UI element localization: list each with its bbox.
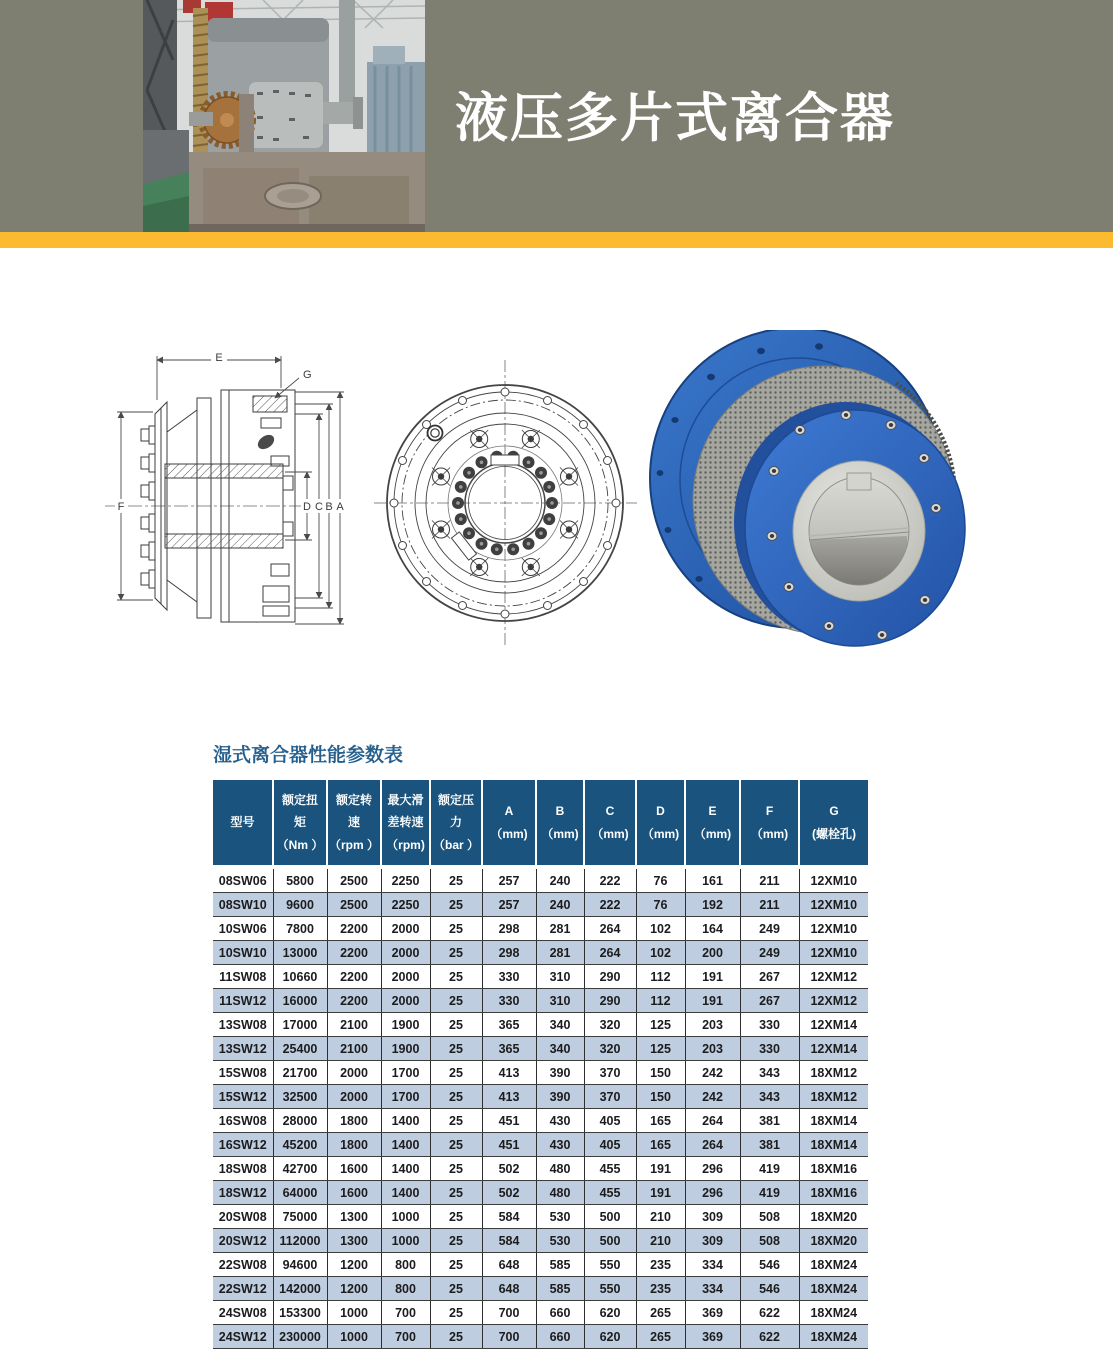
table-cell: 25 bbox=[430, 1013, 482, 1037]
table-row bbox=[213, 893, 868, 917]
table-cell: 191 bbox=[636, 1157, 685, 1181]
table-cell: 25 bbox=[430, 1301, 482, 1325]
table-cell: 309 bbox=[685, 1229, 740, 1253]
svg-text:C: C bbox=[315, 501, 323, 513]
table-cell: 330 bbox=[482, 965, 536, 989]
table-cell: 125 bbox=[636, 1037, 685, 1061]
table-cell: 165 bbox=[636, 1133, 685, 1157]
table-cell: 1300 bbox=[327, 1205, 381, 1229]
table-cell: 648 bbox=[482, 1277, 536, 1301]
table-cell: 1000 bbox=[327, 1301, 381, 1325]
table-cell: 25 bbox=[430, 1229, 482, 1253]
table-cell: 1700 bbox=[381, 1061, 430, 1085]
table-cell: 17000 bbox=[273, 1013, 327, 1037]
table-cell: 242 bbox=[685, 1085, 740, 1109]
table-cell: 191 bbox=[685, 989, 740, 1013]
table-cell: 502 bbox=[482, 1181, 536, 1205]
table-cell: 13SW08 bbox=[213, 1013, 273, 1037]
table-cell: 451 bbox=[482, 1109, 536, 1133]
table-cell: 7800 bbox=[273, 917, 327, 941]
table-cell: 2000 bbox=[327, 1061, 381, 1085]
table-cell: 24SW08 bbox=[213, 1301, 273, 1325]
table-cell: 25 bbox=[430, 1181, 482, 1205]
table-cell: 1800 bbox=[327, 1109, 381, 1133]
svg-text:G: G bbox=[303, 369, 312, 381]
column-header: 最大滑 差转速 （rpm) bbox=[381, 780, 430, 867]
table-cell: 2100 bbox=[327, 1037, 381, 1061]
table-cell: 455 bbox=[584, 1181, 636, 1205]
table-cell: 25 bbox=[430, 1157, 482, 1181]
table-cell: 18XM16 bbox=[799, 1181, 868, 1205]
table-cell: 451 bbox=[482, 1133, 536, 1157]
table-cell: 102 bbox=[636, 917, 685, 941]
table-cell: 164 bbox=[685, 917, 740, 941]
table-cell: 22SW08 bbox=[213, 1253, 273, 1277]
table-cell: 18XM12 bbox=[799, 1085, 868, 1109]
table-cell: 230000 bbox=[273, 1325, 327, 1349]
table-cell: 12XM10 bbox=[799, 893, 868, 917]
table-cell: 25 bbox=[430, 941, 482, 965]
table-cell: 150 bbox=[636, 1085, 685, 1109]
table-cell: 200 bbox=[685, 941, 740, 965]
table-row bbox=[213, 1133, 868, 1157]
table-cell: 240 bbox=[536, 867, 584, 893]
table-cell: 390 bbox=[536, 1061, 584, 1085]
table-cell: 15SW12 bbox=[213, 1085, 273, 1109]
accent-bar bbox=[0, 232, 1113, 248]
table-cell: 500 bbox=[584, 1205, 636, 1229]
table-cell: 622 bbox=[740, 1325, 799, 1349]
table-cell: 2000 bbox=[381, 989, 430, 1013]
table-cell: 15SW08 bbox=[213, 1061, 273, 1085]
side-view-drawing bbox=[103, 336, 348, 646]
table-row bbox=[213, 1109, 868, 1133]
table-cell: 192 bbox=[685, 893, 740, 917]
column-header: A （mm) bbox=[482, 780, 536, 867]
table-cell: 153300 bbox=[273, 1301, 327, 1325]
table-cell: 18XM24 bbox=[799, 1301, 868, 1325]
table-cell: 405 bbox=[584, 1109, 636, 1133]
factory-photo bbox=[143, 0, 425, 232]
table-cell: 330 bbox=[740, 1037, 799, 1061]
table-cell: 20SW08 bbox=[213, 1205, 273, 1229]
table-cell: 16000 bbox=[273, 989, 327, 1013]
table-cell: 620 bbox=[584, 1325, 636, 1349]
table-cell: 2000 bbox=[381, 941, 430, 965]
table-cell: 2500 bbox=[327, 867, 381, 893]
table-cell: 18XM16 bbox=[799, 1157, 868, 1181]
table-cell: 28000 bbox=[273, 1109, 327, 1133]
table-cell: 413 bbox=[482, 1085, 536, 1109]
table-cell: 1900 bbox=[381, 1013, 430, 1037]
table-row bbox=[213, 1181, 868, 1205]
table-cell: 112 bbox=[636, 989, 685, 1013]
table-cell: 622 bbox=[740, 1301, 799, 1325]
table-cell: 369 bbox=[685, 1325, 740, 1349]
table-cell: 12XM14 bbox=[799, 1013, 868, 1037]
table-cell: 222 bbox=[584, 867, 636, 893]
table-cell: 211 bbox=[740, 893, 799, 917]
table-cell: 2000 bbox=[327, 1085, 381, 1109]
table-cell: 334 bbox=[685, 1253, 740, 1277]
table-cell: 12XM12 bbox=[799, 989, 868, 1013]
table-cell: 264 bbox=[584, 941, 636, 965]
table-cell: 1700 bbox=[381, 1085, 430, 1109]
table-cell: 25 bbox=[430, 1037, 482, 1061]
table-cell: 660 bbox=[536, 1301, 584, 1325]
table-cell: 2000 bbox=[381, 917, 430, 941]
table-cell: 18XM14 bbox=[799, 1109, 868, 1133]
table-cell: 112000 bbox=[273, 1229, 327, 1253]
table-cell: 203 bbox=[685, 1037, 740, 1061]
table-cell: 76 bbox=[636, 893, 685, 917]
table-cell: 309 bbox=[685, 1205, 740, 1229]
table-cell: 419 bbox=[740, 1181, 799, 1205]
table-cell: 76 bbox=[636, 867, 685, 893]
table-cell: 365 bbox=[482, 1037, 536, 1061]
table-cell: 11SW12 bbox=[213, 989, 273, 1013]
table-cell: 2200 bbox=[327, 941, 381, 965]
table-cell: 32500 bbox=[273, 1085, 327, 1109]
parameters-table bbox=[213, 780, 868, 1349]
column-header: 额定压 力 （bar ） bbox=[430, 780, 482, 867]
table-cell: 25 bbox=[430, 1109, 482, 1133]
table-cell: 365 bbox=[482, 1013, 536, 1037]
clutch-3d-render bbox=[648, 330, 983, 675]
table-cell: 430 bbox=[536, 1133, 584, 1157]
table-cell: 25 bbox=[430, 1253, 482, 1277]
table-row bbox=[213, 1085, 868, 1109]
table-cell: 2200 bbox=[327, 989, 381, 1013]
table-cell: 419 bbox=[740, 1157, 799, 1181]
table-cell: 330 bbox=[482, 989, 536, 1013]
table-cell: 455 bbox=[584, 1157, 636, 1181]
table-row bbox=[213, 1229, 868, 1253]
table-cell: 2200 bbox=[327, 917, 381, 941]
table-cell: 235 bbox=[636, 1277, 685, 1301]
table-cell: 264 bbox=[685, 1109, 740, 1133]
table-cell: 508 bbox=[740, 1205, 799, 1229]
table-cell: 370 bbox=[584, 1061, 636, 1085]
table-title: 湿式离合器性能参数表 bbox=[213, 745, 404, 766]
table-cell: 584 bbox=[482, 1205, 536, 1229]
table-cell: 2250 bbox=[381, 893, 430, 917]
table-cell: 203 bbox=[685, 1013, 740, 1037]
table-cell: 620 bbox=[584, 1301, 636, 1325]
column-header: B （mm) bbox=[536, 780, 584, 867]
table-cell: 18XM14 bbox=[799, 1133, 868, 1157]
table-cell: 660 bbox=[536, 1325, 584, 1349]
table-cell: 1400 bbox=[381, 1133, 430, 1157]
table-cell: 1800 bbox=[327, 1133, 381, 1157]
table-cell: 240 bbox=[536, 893, 584, 917]
table-cell: 5800 bbox=[273, 867, 327, 893]
table-row bbox=[213, 1253, 868, 1277]
table-cell: 390 bbox=[536, 1085, 584, 1109]
table-cell: 546 bbox=[740, 1253, 799, 1277]
table-cell: 369 bbox=[685, 1301, 740, 1325]
table-cell: 1000 bbox=[381, 1229, 430, 1253]
table-cell: 1000 bbox=[327, 1325, 381, 1349]
table-row bbox=[213, 965, 868, 989]
table-cell: 290 bbox=[584, 965, 636, 989]
table-cell: 11SW08 bbox=[213, 965, 273, 989]
table-cell: 12XM10 bbox=[799, 917, 868, 941]
table-cell: 125 bbox=[636, 1013, 685, 1037]
table-cell: 264 bbox=[685, 1133, 740, 1157]
table-cell: 211 bbox=[740, 867, 799, 893]
column-header: 额定扭 矩 （Nm ） bbox=[273, 780, 327, 867]
column-header: C （mm) bbox=[584, 780, 636, 867]
table-cell: 267 bbox=[740, 965, 799, 989]
table-cell: 20SW12 bbox=[213, 1229, 273, 1253]
table-cell: 413 bbox=[482, 1061, 536, 1085]
table-cell: 12XM12 bbox=[799, 965, 868, 989]
table-cell: 264 bbox=[584, 917, 636, 941]
table-cell: 290 bbox=[584, 989, 636, 1013]
table-cell: 08SW10 bbox=[213, 893, 273, 917]
column-header: E （mm) bbox=[685, 780, 740, 867]
table-cell: 340 bbox=[536, 1037, 584, 1061]
table-cell: 25 bbox=[430, 1277, 482, 1301]
table-cell: 298 bbox=[482, 941, 536, 965]
svg-text:B: B bbox=[325, 501, 333, 513]
column-header: D （mm) bbox=[636, 780, 685, 867]
table-cell: 700 bbox=[482, 1325, 536, 1349]
svg-text:E: E bbox=[215, 352, 223, 364]
table-cell: 12XM10 bbox=[799, 867, 868, 893]
table-cell: 18XM12 bbox=[799, 1061, 868, 1085]
table-cell: 800 bbox=[381, 1277, 430, 1301]
table-cell: 13000 bbox=[273, 941, 327, 965]
table-cell: 16SW12 bbox=[213, 1133, 273, 1157]
table-cell: 1900 bbox=[381, 1037, 430, 1061]
table-cell: 700 bbox=[381, 1301, 430, 1325]
table-cell: 142000 bbox=[273, 1277, 327, 1301]
table-cell: 1200 bbox=[327, 1277, 381, 1301]
table-cell: 235 bbox=[636, 1253, 685, 1277]
table-cell: 42700 bbox=[273, 1157, 327, 1181]
table-row bbox=[213, 1157, 868, 1181]
table-cell: 281 bbox=[536, 917, 584, 941]
table-cell: 18XM20 bbox=[799, 1229, 868, 1253]
column-header: F （mm) bbox=[740, 780, 799, 867]
table-row bbox=[213, 1277, 868, 1301]
table-cell: 700 bbox=[482, 1301, 536, 1325]
table-cell: 64000 bbox=[273, 1181, 327, 1205]
column-header: 额定转 速 （rpm ） bbox=[327, 780, 381, 867]
column-header: 型号 bbox=[213, 780, 273, 867]
table-cell: 281 bbox=[536, 941, 584, 965]
table-cell: 381 bbox=[740, 1109, 799, 1133]
table-cell: 25 bbox=[430, 1085, 482, 1109]
table-cell: 296 bbox=[685, 1181, 740, 1205]
table-cell: 25 bbox=[430, 867, 482, 893]
table-cell: 502 bbox=[482, 1157, 536, 1181]
table-cell: 249 bbox=[740, 941, 799, 965]
table-row bbox=[213, 867, 868, 893]
table-cell: 16SW08 bbox=[213, 1109, 273, 1133]
table-cell: 320 bbox=[584, 1037, 636, 1061]
table-cell: 267 bbox=[740, 989, 799, 1013]
table-row bbox=[213, 1205, 868, 1229]
table-cell: 222 bbox=[584, 893, 636, 917]
table-cell: 2100 bbox=[327, 1013, 381, 1037]
table-cell: 9600 bbox=[273, 893, 327, 917]
table-cell: 1600 bbox=[327, 1181, 381, 1205]
table-cell: 191 bbox=[636, 1181, 685, 1205]
table-cell: 150 bbox=[636, 1061, 685, 1085]
table-cell: 1200 bbox=[327, 1253, 381, 1277]
table-cell: 1400 bbox=[381, 1157, 430, 1181]
table-row bbox=[213, 917, 868, 941]
table-cell: 334 bbox=[685, 1277, 740, 1301]
table-cell: 340 bbox=[536, 1013, 584, 1037]
table-cell: 12XM14 bbox=[799, 1037, 868, 1061]
table-cell: 700 bbox=[381, 1325, 430, 1349]
table-row bbox=[213, 1301, 868, 1325]
table-row bbox=[213, 1037, 868, 1061]
table-cell: 405 bbox=[584, 1133, 636, 1157]
table-cell: 210 bbox=[636, 1205, 685, 1229]
table-cell: 508 bbox=[740, 1229, 799, 1253]
table-cell: 10SW06 bbox=[213, 917, 273, 941]
table-cell: 45200 bbox=[273, 1133, 327, 1157]
table-cell: 25400 bbox=[273, 1037, 327, 1061]
table-cell: 298 bbox=[482, 917, 536, 941]
table-cell: 21700 bbox=[273, 1061, 327, 1085]
table-cell: 343 bbox=[740, 1085, 799, 1109]
table-cell: 10660 bbox=[273, 965, 327, 989]
table-cell: 1400 bbox=[381, 1109, 430, 1133]
table-cell: 94600 bbox=[273, 1253, 327, 1277]
table-cell: 112 bbox=[636, 965, 685, 989]
table-cell: 18XM24 bbox=[799, 1277, 868, 1301]
table-cell: 25 bbox=[430, 1205, 482, 1229]
table-cell: 257 bbox=[482, 867, 536, 893]
table-cell: 381 bbox=[740, 1133, 799, 1157]
table-cell: 191 bbox=[685, 965, 740, 989]
table-cell: 2200 bbox=[327, 965, 381, 989]
table-cell: 18SW12 bbox=[213, 1181, 273, 1205]
svg-text:F: F bbox=[117, 501, 125, 513]
table-cell: 25 bbox=[430, 1061, 482, 1085]
table-cell: 530 bbox=[536, 1205, 584, 1229]
table-cell: 584 bbox=[482, 1229, 536, 1253]
table-cell: 2250 bbox=[381, 867, 430, 893]
table-cell: 18XM24 bbox=[799, 1325, 868, 1349]
table-cell: 75000 bbox=[273, 1205, 327, 1229]
table-cell: 12XM10 bbox=[799, 941, 868, 965]
table-cell: 310 bbox=[536, 965, 584, 989]
table-cell: 165 bbox=[636, 1109, 685, 1133]
table-cell: 1600 bbox=[327, 1157, 381, 1181]
svg-text:D: D bbox=[303, 501, 311, 513]
table-cell: 296 bbox=[685, 1157, 740, 1181]
table-cell: 13SW12 bbox=[213, 1037, 273, 1061]
table-cell: 1000 bbox=[381, 1205, 430, 1229]
table-cell: 210 bbox=[636, 1229, 685, 1253]
table-cell: 265 bbox=[636, 1301, 685, 1325]
table-cell: 330 bbox=[740, 1013, 799, 1037]
table-cell: 25 bbox=[430, 893, 482, 917]
table-cell: 370 bbox=[584, 1085, 636, 1109]
params-table-head-row bbox=[213, 780, 868, 867]
table-cell: 310 bbox=[536, 989, 584, 1013]
params-table-body bbox=[213, 867, 868, 1349]
table-cell: 546 bbox=[740, 1277, 799, 1301]
table-row bbox=[213, 1013, 868, 1037]
table-cell: 550 bbox=[584, 1277, 636, 1301]
table-cell: 2000 bbox=[381, 965, 430, 989]
column-header: G (螺栓孔) bbox=[799, 780, 868, 867]
table-cell: 18XM24 bbox=[799, 1253, 868, 1277]
table-cell: 249 bbox=[740, 917, 799, 941]
svg-text:A: A bbox=[336, 501, 344, 513]
table-cell: 25 bbox=[430, 1325, 482, 1349]
table-cell: 1300 bbox=[327, 1229, 381, 1253]
table-cell: 648 bbox=[482, 1253, 536, 1277]
table-cell: 550 bbox=[584, 1253, 636, 1277]
table-row bbox=[213, 941, 868, 965]
table-cell: 265 bbox=[636, 1325, 685, 1349]
table-cell: 530 bbox=[536, 1229, 584, 1253]
table-cell: 25 bbox=[430, 965, 482, 989]
table-cell: 22SW12 bbox=[213, 1277, 273, 1301]
table-cell: 18XM20 bbox=[799, 1205, 868, 1229]
table-cell: 430 bbox=[536, 1109, 584, 1133]
table-cell: 18SW08 bbox=[213, 1157, 273, 1181]
table-cell: 25 bbox=[430, 989, 482, 1013]
table-cell: 585 bbox=[536, 1277, 584, 1301]
table-cell: 24SW12 bbox=[213, 1325, 273, 1349]
table-row bbox=[213, 1325, 868, 1349]
table-row bbox=[213, 1061, 868, 1085]
table-cell: 480 bbox=[536, 1181, 584, 1205]
parameters-section bbox=[213, 740, 868, 1349]
table-cell: 257 bbox=[482, 893, 536, 917]
table-cell: 08SW06 bbox=[213, 867, 273, 893]
front-view-drawing bbox=[368, 356, 643, 651]
table-cell: 343 bbox=[740, 1061, 799, 1085]
table-cell: 480 bbox=[536, 1157, 584, 1181]
table-cell: 585 bbox=[536, 1253, 584, 1277]
table-row bbox=[213, 989, 868, 1013]
table-cell: 500 bbox=[584, 1229, 636, 1253]
table-cell: 102 bbox=[636, 941, 685, 965]
table-cell: 10SW10 bbox=[213, 941, 273, 965]
table-cell: 800 bbox=[381, 1253, 430, 1277]
table-cell: 2500 bbox=[327, 893, 381, 917]
table-cell: 242 bbox=[685, 1061, 740, 1085]
table-cell: 320 bbox=[584, 1013, 636, 1037]
table-cell: 1400 bbox=[381, 1181, 430, 1205]
table-cell: 25 bbox=[430, 917, 482, 941]
table-cell: 161 bbox=[685, 867, 740, 893]
table-cell: 25 bbox=[430, 1133, 482, 1157]
page-title: 液压多片式离合器 bbox=[455, 89, 895, 148]
